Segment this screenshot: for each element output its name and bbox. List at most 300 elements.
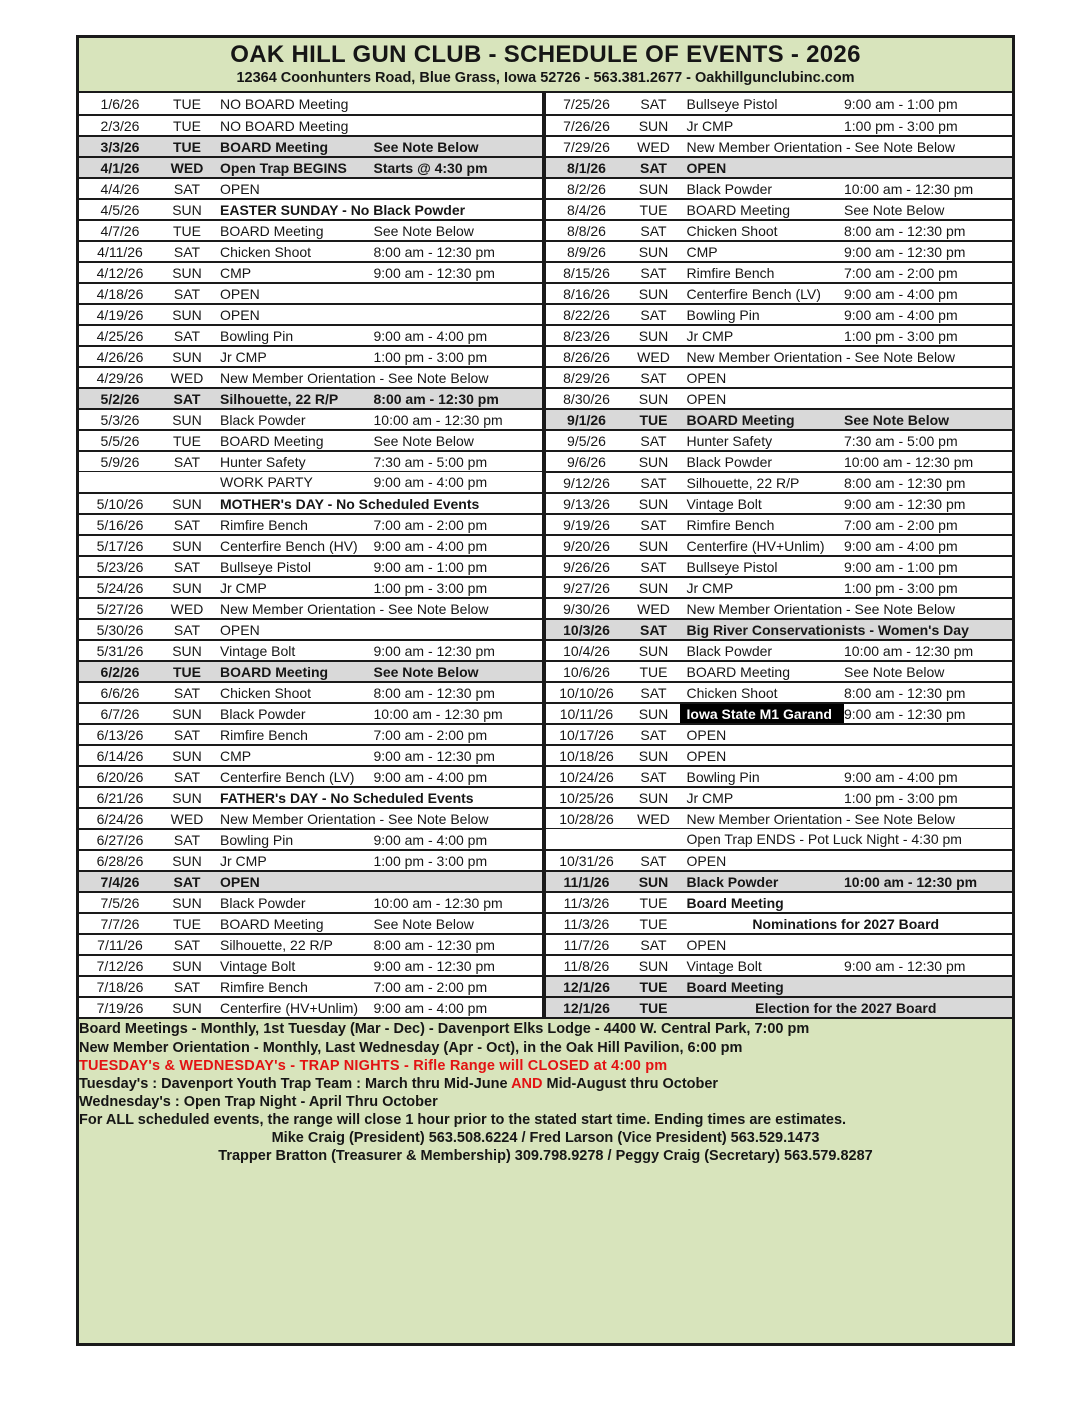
event-day: TUE <box>173 95 201 112</box>
event-time: 10:00 am - 12:30 pm <box>844 180 974 197</box>
club-address: 12364 Coonhunters Road, Blue Grass, Iowa 52726 - 563.381.2677 - Oakhillgunclubinc.com <box>236 70 855 87</box>
event-day: SAT <box>640 684 667 701</box>
schedule-row <box>79 975 542 996</box>
event-day: SAT <box>173 621 201 638</box>
event-date: 4/18/26 <box>96 285 144 302</box>
event-day: SUN <box>172 747 202 764</box>
schedule-row <box>79 387 542 408</box>
event-date: 10/10/26 <box>559 684 614 701</box>
event-time: 7:00 am - 2:00 pm <box>844 516 958 533</box>
schedule-row <box>79 996 542 1017</box>
event-day: SUN <box>638 243 669 260</box>
event-name: Black Powder <box>220 894 306 911</box>
schedule-row <box>79 135 542 156</box>
event-date: 10/4/26 <box>563 642 610 659</box>
event-name: Bowling Pin <box>686 768 760 785</box>
event-name: OPEN <box>686 852 727 869</box>
event-name: Big River Conservationists - Women's Day <box>686 621 969 638</box>
event-day: SUN <box>638 747 669 764</box>
event-day: SAT <box>173 831 201 848</box>
event-day: SUN <box>172 999 202 1016</box>
schedule-row <box>546 450 1013 471</box>
event-time: See Note Below <box>844 411 950 428</box>
event-date: 5/23/26 <box>96 558 144 575</box>
event-date: 4/12/26 <box>96 264 144 281</box>
event-day: TUE <box>639 894 668 911</box>
event-date: 11/7/26 <box>563 936 610 953</box>
event-date: 7/4/26 <box>100 873 140 890</box>
event-day: SUN <box>638 285 669 302</box>
event-day: WED <box>637 810 670 827</box>
event-date: 6/6/26 <box>100 684 140 701</box>
event-date: 6/27/26 <box>96 831 144 848</box>
event-date: 6/24/26 <box>96 810 144 827</box>
events-column-left <box>79 93 546 1017</box>
event-time: 9:00 am - 12:30 pm <box>844 495 966 512</box>
event-day: SAT <box>173 768 201 785</box>
schedule-row <box>79 345 542 366</box>
event-day: SAT <box>640 852 667 869</box>
event-day: SAT <box>173 936 201 953</box>
event-date: 4/11/26 <box>97 243 143 260</box>
event-time: 8:00 am - 12:30 pm <box>373 684 495 701</box>
event-name: Jr CMP <box>686 579 734 596</box>
event-time: See Note Below <box>844 201 945 218</box>
schedule-row <box>546 765 1013 786</box>
event-day: SAT <box>173 180 201 197</box>
event-date: 8/22/26 <box>563 306 610 323</box>
event-name: Jr CMP <box>220 348 267 365</box>
schedule-row <box>79 492 542 513</box>
event-date: 10/3/26 <box>563 621 610 638</box>
event-day: SUN <box>172 201 202 218</box>
event-name: Chicken Shoot <box>686 684 778 701</box>
schedule-row <box>546 618 1013 639</box>
event-time: 9:00 am - 1:00 pm <box>844 558 958 575</box>
event-date: 9/12/26 <box>563 474 610 491</box>
event-name: BOARD Meeting <box>686 411 795 428</box>
event-name: Rimfire Bench <box>220 516 308 533</box>
schedule-row <box>546 576 1013 597</box>
event-day: SUN <box>172 495 202 512</box>
event-day: SUN <box>638 789 669 806</box>
event-name: BOARD Meeting <box>686 201 790 218</box>
event-name: Iowa State M1 Garand <box>680 704 845 723</box>
schedule-row <box>546 954 1013 975</box>
event-day: SAT <box>173 516 201 533</box>
schedule-row <box>79 660 542 681</box>
schedule-row <box>546 240 1013 261</box>
event-name: CMP <box>220 264 252 281</box>
event-name: Hunter Safety <box>220 453 306 470</box>
event-name: Board Meeting <box>686 978 784 995</box>
event-time: 9:00 am - 12:30 pm <box>373 264 495 281</box>
trap-nights-heading: TUESDAY's & WEDNESDAY's - TRAP NIGHTS - Rifle Range will CLOSED at 4:00 pm <box>79 1057 668 1074</box>
event-name: Election for the 2027 Board <box>755 999 937 1016</box>
event-time: 8:00 am - 12:30 pm <box>373 243 495 260</box>
event-time: 1:00 pm - 3:00 pm <box>373 852 488 869</box>
event-time: 9:00 am - 4:00 pm <box>373 831 488 848</box>
event-name: WORK PARTY <box>220 474 313 491</box>
event-date: 7/26/26 <box>563 117 610 134</box>
schedule-row <box>79 954 542 975</box>
schedule-row <box>79 408 542 429</box>
schedule-row <box>546 933 1013 954</box>
event-time: 7:30 am - 5:00 pm <box>844 432 958 449</box>
schedule-row <box>546 807 1013 828</box>
event-date: 4/5/26 <box>100 201 140 218</box>
schedule-document <box>76 35 1015 1346</box>
event-day: SAT <box>173 978 201 995</box>
schedule-row <box>79 576 542 597</box>
schedule-row <box>546 786 1013 807</box>
event-time: 9:00 am - 4:00 pm <box>844 285 958 302</box>
event-date: 4/7/26 <box>100 222 140 239</box>
event-name: OPEN <box>220 306 260 323</box>
event-date: 6/21/26 <box>96 789 144 806</box>
event-day: SUN <box>638 579 669 596</box>
schedule-row <box>546 492 1013 513</box>
event-date: 6/2/26 <box>100 663 140 680</box>
event-time: 10:00 am - 12:30 pm <box>373 411 503 428</box>
event-date: 10/17/26 <box>559 726 614 743</box>
event-name: Vintage Bolt <box>686 495 762 512</box>
event-date: 11/8/26 <box>563 957 610 974</box>
event-time: 7:00 am - 2:00 pm <box>844 264 958 281</box>
event-time: 10:00 am - 12:30 pm <box>844 873 978 890</box>
tuesdays-note <box>79 1075 1012 1093</box>
event-date: 7/12/26 <box>96 957 144 974</box>
event-date: 7/7/26 <box>100 915 140 932</box>
schedule-row <box>546 177 1013 198</box>
event-day: TUE <box>173 138 201 155</box>
event-date: 11/3/26 <box>563 915 610 932</box>
event-name: New Member Orientation - See Note Below <box>686 600 955 617</box>
schedule-row <box>79 849 542 870</box>
event-time: 1:00 pm - 3:00 pm <box>373 348 488 365</box>
event-date: 10/18/26 <box>559 747 614 764</box>
event-day: SAT <box>173 453 201 470</box>
event-name: Bowling Pin <box>220 831 294 848</box>
event-name: OPEN <box>220 621 260 638</box>
event-day: SAT <box>640 726 667 743</box>
event-name: Vintage Bolt <box>220 642 296 659</box>
event-day: TUE <box>639 915 668 932</box>
event-day: SUN <box>638 957 669 974</box>
event-day: TUE <box>173 222 201 239</box>
schedule-row <box>79 639 542 660</box>
schedule-row <box>79 723 542 744</box>
event-date: 8/16/26 <box>563 285 610 302</box>
board-meetings-note: Board Meetings - Monthly, 1st Tuesday (Mar - Dec) - Davenport Elks Lodge - 4400 W. Central Park, 7:00 pm <box>79 1021 810 1038</box>
event-date: 8/9/26 <box>567 243 606 260</box>
contact-line-2: Trapper Bratton (Treasurer & Membership) 309.798.9278 / Peggy Craig (Secretary) 563.579.8287 <box>218 1148 873 1165</box>
event-name: Centerfire (HV+Unlim) <box>686 537 825 554</box>
event-name: New Member Orientation - See Note Below <box>220 600 489 617</box>
event-time: 9:00 am - 4:00 pm <box>844 537 958 554</box>
event-date: 5/5/26 <box>100 432 140 449</box>
event-day: SUN <box>638 642 669 659</box>
event-day: TUE <box>173 117 201 134</box>
event-day: SUN <box>172 957 202 974</box>
event-time: 10:00 am - 12:30 pm <box>844 642 974 659</box>
event-name: BOARD Meeting <box>220 915 324 932</box>
event-time: See Note Below <box>844 663 945 680</box>
event-name: EASTER SUNDAY - No Black Powder <box>220 201 466 218</box>
event-date: 9/1/26 <box>567 411 606 428</box>
event-time: See Note Below <box>373 432 474 449</box>
event-time: 9:00 am - 12:30 pm <box>844 243 966 260</box>
event-day: SAT <box>640 768 667 785</box>
event-name: OPEN <box>220 873 260 890</box>
event-time: 1:00 pm - 3:00 pm <box>844 579 958 596</box>
event-date: 5/30/26 <box>96 621 144 638</box>
event-time: 8:00 am - 12:30 pm <box>373 936 495 953</box>
event-time: Starts @ 4:30 pm <box>373 159 488 176</box>
event-time: 9:00 am - 1:00 pm <box>844 95 958 112</box>
event-time: 1:00 pm - 3:00 pm <box>844 789 958 806</box>
event-date: 5/16/26 <box>96 516 144 533</box>
event-time: 7:00 am - 2:00 pm <box>373 516 488 533</box>
schedule-row <box>546 828 1013 849</box>
event-name: Open Trap BEGINS <box>220 159 347 176</box>
event-time: 1:00 pm - 3:00 pm <box>844 117 958 134</box>
event-name: OPEN <box>220 285 260 302</box>
event-time: 9:00 am - 4:00 pm <box>373 768 488 785</box>
event-name: Black Powder <box>220 411 306 428</box>
schedule-row <box>546 975 1013 996</box>
event-name: Black Powder <box>686 642 773 659</box>
event-day: SAT <box>640 474 667 491</box>
event-date: 8/30/26 <box>563 390 610 407</box>
event-day: SUN <box>172 537 202 554</box>
event-time: 7:30 am - 5:00 pm <box>373 453 488 470</box>
schedule-row <box>546 597 1013 618</box>
schedule-row <box>79 450 542 471</box>
event-day: SUN <box>638 873 669 890</box>
event-name: Open Trap ENDS - Pot Luck Night - 4:30 pm <box>686 831 962 848</box>
event-date: 8/1/26 <box>567 159 606 176</box>
event-name: BOARD Meeting <box>220 222 324 239</box>
event-name: OPEN <box>686 747 727 764</box>
schedule-row <box>546 996 1013 1017</box>
event-day: SAT <box>640 264 667 281</box>
event-name: Black Powder <box>686 873 779 890</box>
schedule-row <box>546 198 1013 219</box>
event-day: TUE <box>639 978 668 995</box>
event-name: Jr CMP <box>686 327 734 344</box>
event-day: SUN <box>638 117 669 134</box>
schedule-row <box>79 765 542 786</box>
event-date: 6/28/26 <box>96 852 144 869</box>
schedule-row <box>79 114 542 135</box>
schedule-row <box>546 744 1013 765</box>
event-day: SAT <box>640 432 667 449</box>
event-name: NO BOARD Meeting <box>220 95 349 112</box>
schedule-row <box>546 639 1013 660</box>
event-date: 9/30/26 <box>563 600 610 617</box>
range-close-note: For ALL scheduled events, the range will close 1 hour prior to the stated start time. Ending times are estimates. <box>79 1112 847 1129</box>
schedule-row <box>79 366 542 387</box>
event-time: 9:00 am - 4:00 pm <box>844 306 958 323</box>
page-title: OAK HILL GUN CLUB - SCHEDULE OF EVENTS - 2026 <box>230 41 861 68</box>
event-name: OPEN <box>686 159 727 176</box>
event-date: 10/11/26 <box>559 705 614 722</box>
event-date: 5/10/26 <box>96 495 144 512</box>
event-name: BOARD Meeting <box>220 663 329 680</box>
schedule-row <box>546 135 1013 156</box>
event-name: New Member Orientation - See Note Below <box>220 369 489 386</box>
event-name: Silhouette, 22 R/P <box>220 390 339 407</box>
event-name: Silhouette, 22 R/P <box>220 936 333 953</box>
event-name: Board Meeting <box>686 894 784 911</box>
event-date: 6/13/26 <box>96 726 144 743</box>
event-day: SUN <box>638 705 669 722</box>
event-day: SAT <box>640 159 667 176</box>
event-name: OPEN <box>686 726 727 743</box>
event-date: 11/3/26 <box>563 894 610 911</box>
schedule-row <box>546 513 1013 534</box>
event-name: Black Powder <box>686 180 773 197</box>
event-day: SAT <box>173 684 201 701</box>
event-time: 9:00 am - 4:00 pm <box>373 537 488 554</box>
event-day: SUN <box>638 537 669 554</box>
schedule-row <box>546 114 1013 135</box>
event-name: Rimfire Bench <box>686 264 775 281</box>
event-date: 5/2/26 <box>100 390 140 407</box>
event-date: 1/6/26 <box>100 95 140 112</box>
event-name: Silhouette, 22 R/P <box>686 474 800 491</box>
event-name: Bullseye Pistol <box>686 95 778 112</box>
event-time: 1:00 pm - 3:00 pm <box>373 579 488 596</box>
event-name: Chicken Shoot <box>220 243 312 260</box>
event-name: FATHER's DAY - No Scheduled Events <box>220 789 474 806</box>
schedule-row <box>79 618 542 639</box>
event-name: Vintage Bolt <box>220 957 296 974</box>
event-name: Hunter Safety <box>686 432 773 449</box>
event-day: SUN <box>172 705 202 722</box>
event-date: 10/24/26 <box>559 768 614 785</box>
schedule-row <box>546 219 1013 240</box>
event-time: 8:00 am - 12:30 pm <box>373 390 499 407</box>
schedule-row <box>546 723 1013 744</box>
schedule-row <box>546 93 1013 114</box>
schedule-row <box>546 282 1013 303</box>
event-day: SUN <box>172 306 202 323</box>
event-time: See Note Below <box>373 222 474 239</box>
event-day: SUN <box>172 852 202 869</box>
event-date: 6/14/26 <box>96 747 144 764</box>
event-day: WED <box>637 348 670 365</box>
event-date: 3/3/26 <box>100 138 140 155</box>
event-time: 8:00 am - 12:30 pm <box>844 222 966 239</box>
schedule-row <box>546 702 1013 723</box>
event-name: Rimfire Bench <box>686 516 775 533</box>
event-day: WED <box>170 810 204 827</box>
event-date: 5/31/26 <box>96 642 144 659</box>
schedule-row <box>546 429 1013 450</box>
schedule-row <box>79 156 542 177</box>
event-name: Centerfire (HV+Unlim) <box>220 999 359 1016</box>
event-name: Bowling Pin <box>220 327 294 344</box>
event-name: Chicken Shoot <box>686 222 778 239</box>
event-time: 9:00 am - 4:00 pm <box>844 768 958 785</box>
event-day: WED <box>637 138 670 155</box>
event-time: 7:00 am - 2:00 pm <box>373 726 488 743</box>
schedule-row <box>79 177 542 198</box>
event-day: SAT <box>173 327 201 344</box>
schedule-row <box>79 702 542 723</box>
events-column-right <box>546 93 1013 1017</box>
event-name: Rimfire Bench <box>220 726 308 743</box>
event-time: 9:00 am - 12:30 pm <box>373 642 495 659</box>
event-name: Vintage Bolt <box>686 957 762 974</box>
event-day: SAT <box>640 95 667 112</box>
event-day: SUN <box>638 495 669 512</box>
schedule-row <box>79 324 542 345</box>
schedule-row <box>546 660 1013 681</box>
event-name: NO BOARD Meeting <box>220 117 349 134</box>
event-day: SUN <box>172 264 202 281</box>
event-time: 9:00 am - 4:00 pm <box>373 474 488 491</box>
event-name: New Member Orientation - See Note Below <box>220 810 489 827</box>
event-time: 9:00 am - 4:00 pm <box>373 327 488 344</box>
schedule-row <box>546 303 1013 324</box>
event-name: BOARD Meeting <box>220 432 324 449</box>
event-date: 8/8/26 <box>567 222 606 239</box>
event-day: SAT <box>640 369 667 386</box>
schedule-row <box>546 681 1013 702</box>
schedule-row <box>79 93 542 114</box>
event-day: SUN <box>638 327 669 344</box>
event-date: 9/19/26 <box>563 516 610 533</box>
event-date: 5/3/26 <box>100 411 140 428</box>
event-name: CMP <box>220 747 252 764</box>
event-day: SUN <box>172 894 202 911</box>
event-time: See Note Below <box>373 138 479 155</box>
schedule-row <box>546 261 1013 282</box>
event-day: SAT <box>173 726 201 743</box>
event-time: 9:00 am - 12:30 pm <box>844 957 966 974</box>
event-date: 7/5/26 <box>100 894 140 911</box>
event-name: Rimfire Bench <box>220 978 308 995</box>
event-date: 10/6/26 <box>563 663 610 680</box>
event-date: 6/20/26 <box>96 768 144 785</box>
event-day: TUE <box>173 663 201 680</box>
event-time: 9:00 am - 12:30 pm <box>844 705 966 722</box>
schedule-row <box>79 240 542 261</box>
event-date: 8/29/26 <box>563 369 610 386</box>
event-date: 8/26/26 <box>563 348 610 365</box>
event-day: TUE <box>639 411 668 428</box>
event-date: 9/13/26 <box>563 495 610 512</box>
event-day: SAT <box>640 558 667 575</box>
event-day: SUN <box>172 789 202 806</box>
event-time: 9:00 am - 1:00 pm <box>373 558 488 575</box>
event-date: 8/15/26 <box>563 264 610 281</box>
event-date: 4/29/26 <box>96 369 144 386</box>
schedule-row <box>79 198 542 219</box>
event-date: 12/1/26 <box>563 978 610 995</box>
event-date: 10/31/26 <box>559 852 614 869</box>
event-date: 5/9/26 <box>100 453 140 470</box>
event-day: SUN <box>172 348 202 365</box>
event-date: 4/4/26 <box>100 180 140 197</box>
schedule-row <box>79 429 542 450</box>
schedule-row <box>546 471 1013 492</box>
event-day: SAT <box>640 222 667 239</box>
schedule-row <box>546 345 1013 366</box>
